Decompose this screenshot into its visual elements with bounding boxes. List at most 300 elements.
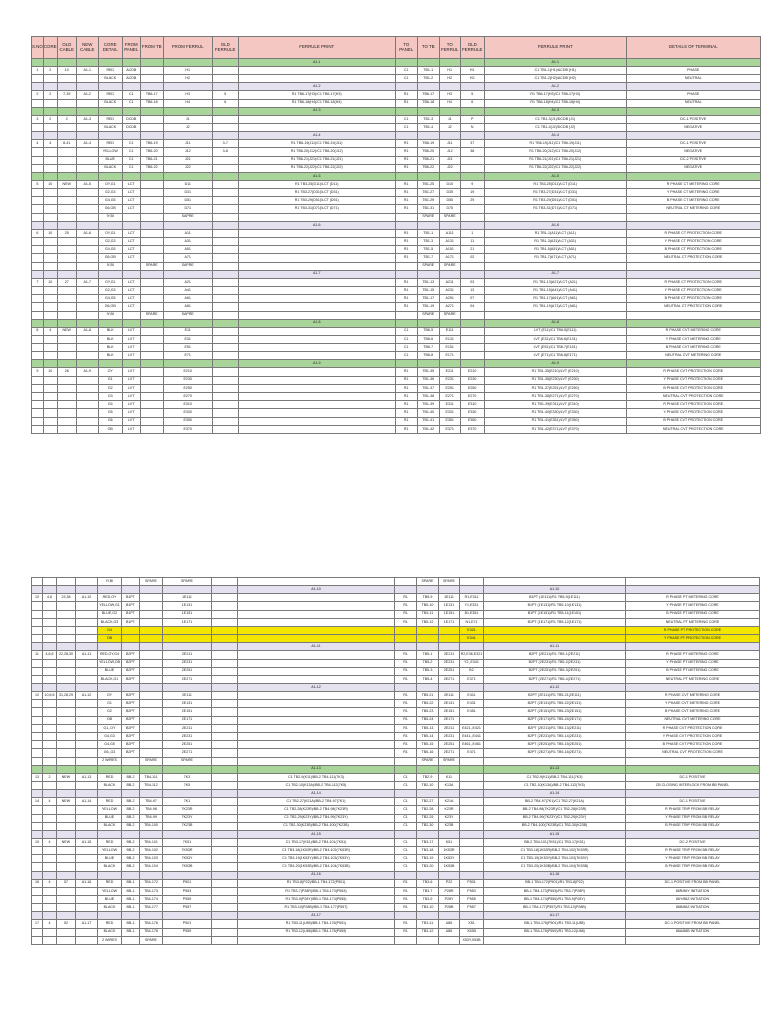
section-band-cell [626, 360, 760, 368]
cell-sno [32, 741, 43, 749]
cell-ferrule-print-to [484, 311, 626, 319]
table-row [32, 75, 761, 83]
section-band-cell [163, 360, 212, 368]
cell-core-detail: RED [98, 838, 122, 846]
cell-to-tb: TB5-3 [417, 667, 439, 675]
cell-old-cable [57, 384, 76, 392]
cell-old-ferrule-to: R1,E311 [460, 594, 484, 602]
section-band-cell [76, 107, 98, 115]
section-band-cell [439, 586, 460, 594]
cell-ferrule-print [238, 626, 395, 634]
table-row [32, 303, 761, 311]
cell-sno [32, 635, 43, 643]
cell-core-detail: OY,G1 [98, 180, 122, 188]
cell-from-panel [122, 213, 140, 221]
table-row [32, 594, 760, 602]
cell-to-panel: C1 [395, 781, 417, 789]
cell-from-tb [140, 741, 163, 749]
cell-from-panel: B1PT [122, 610, 140, 618]
cell-from-panel: BB-2 [122, 773, 140, 781]
cell-ferrule-print-to: R1 TB1-36(E230)/LVT (E230) [484, 376, 626, 384]
cell-to-tb: TB6-7 [417, 344, 439, 352]
cell-ferrule-print [238, 311, 395, 319]
cell-to-ferrul: E111 [439, 327, 460, 335]
cell-from-panel: LCT [122, 197, 140, 205]
cell-old-ferrule-to: 6 [460, 99, 484, 107]
cell-from-ferrul: P559 [163, 928, 212, 936]
cell-core-detail: BLUE,G2 [98, 610, 122, 618]
cell-old-ferrule [212, 278, 238, 286]
cell-core [43, 123, 57, 131]
cell-to-panel: C1 [395, 822, 417, 830]
cell-from-ferrul: D71 [163, 205, 212, 213]
section-band-row [32, 59, 761, 67]
cell-details-of-terminal [626, 757, 760, 765]
cell-ferrule-print-to: R1 TB1-19(A71)/LCT (A81) [484, 303, 626, 311]
cell-from-ferrul: J2 [163, 123, 212, 131]
cell-to-panel: R1 [395, 417, 417, 425]
section-band-cell [395, 132, 417, 140]
cell-details-of-terminal [626, 262, 760, 270]
cell-old-ferrule-to: E270 [460, 393, 484, 401]
section-label: A1-2 [238, 83, 395, 91]
cell-old-ferrule-to [460, 822, 484, 830]
cell-from-panel: DCDB [122, 123, 140, 131]
section-band-row [32, 132, 761, 140]
cell-to-ferrul: 2E231 [439, 659, 460, 667]
cell-from-panel: LVT [122, 327, 140, 335]
cell-details-of-terminal [626, 311, 760, 319]
cell-from-panel: C1 [122, 156, 140, 164]
cell-new-cable [76, 708, 98, 716]
cell-ferrule-print: R1 TB6-22(J22)/C1 TB6-22(J22) [238, 164, 395, 172]
cell-from-panel: C1 [122, 91, 140, 99]
cell-old-ferrule [212, 879, 238, 887]
cell-old-ferrule [212, 417, 238, 425]
cell-core-detail: BLACK,G3 [98, 618, 122, 626]
cell-old-ferrule-to [460, 814, 484, 822]
cell-to-tb: TB5-11 [417, 610, 439, 618]
section-band-cell [163, 765, 212, 773]
cell-details-of-terminal: Y PHASE CT METERING CORE [626, 189, 760, 197]
cell-to-tb: TB5-13 [417, 724, 439, 732]
cell-core: 4,6 [43, 594, 57, 602]
cell-new-cable [76, 626, 98, 634]
section-band-cell [395, 59, 417, 67]
cell-from-ferrul: 2E211 [163, 651, 212, 659]
cell-sno [32, 262, 44, 270]
section-band-cell [395, 221, 417, 229]
cell-old-ferrule-to: E461,,E461 [460, 741, 484, 749]
section-band-cell [395, 643, 417, 651]
section-band-cell [98, 221, 122, 229]
section-band-cell [163, 59, 212, 67]
cell-old-cable [57, 409, 76, 417]
cell-ferrule-print [238, 618, 395, 626]
cell-ferrule-print-to: BB-2 TB4-101(7K51)/C1 TB3-17(K51) [484, 838, 626, 846]
section-band-cell [460, 830, 484, 838]
cell-to-tb: TB3-6 [417, 879, 439, 887]
section-band-cell [122, 221, 140, 229]
cell-core [43, 352, 57, 360]
cell-from-panel: LVT [122, 344, 140, 352]
cell-old-ferrule [212, 335, 238, 343]
section-band-cell [43, 221, 57, 229]
cell-ferrule-print [238, 303, 395, 311]
section-band-cell [140, 132, 163, 140]
cell-ferrule-print: R1 TB3-10(P28B)/BB-1 TB4-177(P557) [238, 904, 395, 912]
cell-ferrule-print-to: B2PT (2E231)/R1 TB5-2(2E231) [484, 659, 626, 667]
cell-core [43, 781, 57, 789]
cell-sno [32, 667, 43, 675]
section-label: A1-7 [484, 270, 626, 278]
cell-old-cable [57, 75, 76, 83]
cell-from-ferrul: E250 [163, 384, 212, 392]
section-band-cell [57, 270, 76, 278]
cell-sno [32, 896, 43, 904]
cell-core [43, 814, 57, 822]
section-label: A1-15 [238, 830, 395, 838]
cell-details-of-terminal: B PHASE TRIP FROM BB RELAY [626, 822, 760, 830]
cell-ferrule-print: C1 TB3-19(1K53Y)/BB-2 TB4-103(7K53Y) [238, 855, 395, 863]
cell-core [43, 708, 57, 716]
cell-to-ferrul: 1E131 [439, 602, 460, 610]
cell-new-cable [76, 733, 98, 741]
section-band-cell [140, 270, 163, 278]
section-band-cell [163, 912, 212, 920]
cell-ferrule-print [238, 278, 395, 286]
section-band-cell [212, 684, 238, 692]
cell-from-ferrul: A41 [163, 286, 212, 294]
cell-old-cable: NEW [57, 327, 76, 335]
table-row [32, 262, 761, 270]
cell-to-tb: TB1-39 [417, 401, 439, 409]
cell-details-of-terminal [626, 213, 760, 221]
cell-new-cable [76, 806, 98, 814]
cell-to-ferrul: E211 [439, 368, 460, 376]
cell-ferrule-print [238, 741, 395, 749]
section-band-cell [122, 270, 140, 278]
cell-to-tb: TB6-8 [417, 352, 439, 360]
cell-ferrule-print-to: B1PT (1E171)/R1 TB5-12(1E171) [484, 618, 626, 626]
cell-to-panel: R1 [395, 708, 417, 716]
cell-from-panel: LCT [122, 246, 140, 254]
cell-details-of-terminal: DC-1 POSITIVE [626, 773, 760, 781]
table-row [32, 352, 761, 360]
cell-to-panel: R1 [395, 700, 417, 708]
section-band-cell [57, 83, 76, 91]
cell-details-of-terminal: B PHASE TRIP FROM BB RELAY [626, 863, 760, 871]
cell-old-ferrule: 5 [212, 91, 238, 99]
cell-old-cable [57, 781, 76, 789]
section-band-cell [212, 319, 238, 327]
section-band-cell [122, 586, 140, 594]
cell-from-tb [140, 425, 163, 433]
cell-old-ferrule [212, 863, 238, 871]
section-band-cell [32, 172, 44, 180]
cell-details-of-terminal: Y PHASE PT PROTECTION CORE [626, 635, 760, 643]
table-row [32, 936, 760, 944]
cell-to-ferrul: E351 [439, 417, 460, 425]
cell-old-ferrule-to [460, 757, 484, 765]
cell-ferrule-print-to: B1PT (1E111)/R1 TB5-9(1E111) [484, 594, 626, 602]
cell-core: 4 [43, 920, 57, 928]
section-band-cell [43, 83, 57, 91]
cell-to-tb: TB3-17 [417, 838, 439, 846]
section-band-cell [32, 83, 44, 91]
cell-details-of-terminal: NEUTRAL CT PROTECTION CORE [626, 303, 760, 311]
cell-old-ferrule-to: P501 [460, 879, 484, 887]
cell-ferrule-print [238, 262, 395, 270]
cell-from-panel: B1PT [122, 618, 140, 626]
section-band-row [32, 765, 760, 773]
cell-to-ferrul: A131 [439, 238, 460, 246]
cell-ferrule-print-to: C1 TB3-19(1K53Y)/BB-2 TB4-103(7K53Y) [484, 855, 626, 863]
cell-details-of-terminal: Y PHASE CT PROTECTION CORE [626, 286, 760, 294]
cell-old-ferrule [212, 197, 238, 205]
section-band-cell [122, 912, 140, 920]
cell-to-ferrul: 2E211 [439, 724, 460, 732]
section-band-cell [439, 360, 460, 368]
cell-sno [32, 887, 43, 895]
cell-from-tb [140, 75, 163, 83]
section-band-cell [626, 684, 760, 692]
cell-new-cable [76, 286, 98, 294]
cell-core-detail: IY,BI [98, 262, 122, 270]
cell-from-ferrul: 1E111 [163, 594, 212, 602]
cell-new-cable [76, 602, 98, 610]
cell-old-cable: 31,28,29 [57, 692, 76, 700]
cell-from-ferrul: A21 [163, 278, 212, 286]
cell-old-ferrule-to: 13 [460, 286, 484, 294]
table-row [32, 749, 760, 757]
cell-from-panel [122, 635, 140, 643]
cell-ferrule-print: C1 TB3-18(1K53R)/BB-2 TB4-102(7K53R) [238, 847, 395, 855]
section-label: A1-16 [484, 871, 626, 879]
cell-core [43, 246, 57, 254]
section-band-cell [417, 270, 439, 278]
cell-old-ferrule [212, 651, 238, 659]
cell-to-panel: R1 [395, 164, 417, 172]
cell-from-panel: B2PT [122, 749, 140, 757]
cell-details-of-terminal: Y PHASE TRIP FROM BB RELAY [626, 855, 760, 863]
cell-old-ferrule-to [460, 578, 484, 586]
cell-core [43, 384, 57, 392]
cell-old-ferrule-to: N [460, 123, 484, 131]
cell-ferrule-print-to: R1 TB1-5(A51)/LCT (A51) [484, 246, 626, 254]
table-row [32, 254, 761, 262]
cell-to-ferrul: D55 [439, 197, 460, 205]
cell-from-ferrul: J21 [163, 156, 212, 164]
section-band-cell [395, 790, 417, 798]
cell-sno: 8 [32, 327, 44, 335]
cell-old-ferrule [212, 123, 238, 131]
cell-core-detail: G2 [98, 384, 122, 392]
cell-details-of-terminal: R PHASE PT METERING CORE [626, 594, 760, 602]
cell-ferrule-print-to: R1 TB1-13(A21)/LCT (A21) [484, 278, 626, 286]
cell-new-cable [76, 887, 98, 895]
cell-to-ferrul [439, 626, 460, 634]
cell-old-cable: 57 [57, 879, 76, 887]
section-band-cell [98, 107, 122, 115]
cell-from-tb [140, 635, 163, 643]
cell-old-ferrule [212, 229, 238, 237]
section-band-cell [460, 360, 484, 368]
cell-to-ferrul: 1E111 [439, 594, 460, 602]
cell-from-panel: BB-1 [122, 896, 140, 904]
cell-core-detail: OB [98, 716, 122, 724]
section-band-cell [43, 643, 57, 651]
section-band-cell [212, 643, 238, 651]
column-header-details-of-terminal: DETAILS OF TERMINAL [626, 37, 760, 59]
cell-from-ferrul: H3 [163, 91, 212, 99]
cell-old-ferrule-to: E321 [460, 626, 484, 634]
cell-to-tb: TB3-20 [417, 863, 439, 871]
section-band-cell [57, 790, 76, 798]
cell-to-ferrul: 2E251 [439, 741, 460, 749]
section-band-cell [395, 107, 417, 115]
cell-ferrule-print-to: R1 TB6-19(J11)/C1 TB6-19(J11) [484, 140, 626, 148]
section-band-cell [395, 871, 417, 879]
cell-old-ferrule-to: E370 [460, 425, 484, 433]
cell-ferrule-print [238, 384, 395, 392]
cell-core-detail: BLACK [98, 99, 122, 107]
cell-details-of-terminal: NEUTRAL CVT PROTECTION CORE [626, 425, 760, 433]
cell-from-panel: LVT [122, 417, 140, 425]
cell-to-ferrul: A211 [439, 278, 460, 286]
section-label: A1-11 [238, 643, 395, 651]
cell-new-cable: A1-14 [76, 798, 98, 806]
section-band-cell [76, 270, 98, 278]
cell-old-ferrule-to: E341 [460, 635, 484, 643]
section-band-cell [163, 270, 212, 278]
cell-old-cable: 26 [57, 368, 76, 376]
cell-old-cable [57, 847, 76, 855]
cell-ferrule-print: R1 TB3-25(D11)/LCT (D11) [238, 180, 395, 188]
cell-from-panel: LVT [122, 368, 140, 376]
cell-to-ferrul: 1K53Y [439, 855, 460, 863]
section-label: A1-10 [238, 586, 395, 594]
column-header-to-tb: TO TB [417, 37, 439, 59]
cell-to-ferrul: E131 [439, 335, 460, 343]
cell-ferrule-print-to: R1 TB1-42(E371)/LVT (E370) [484, 425, 626, 433]
section-band-cell [140, 319, 163, 327]
cell-old-ferrule-to: E230 [460, 376, 484, 384]
cell-to-panel: R1 [395, 618, 417, 626]
cell-from-panel: LCT [122, 286, 140, 294]
cell-to-tb: TB1-13 [417, 278, 439, 286]
cell-details-of-terminal: B PHASE CVT PROTECTION CORE [626, 417, 760, 425]
cell-to-tb: TB1-40 [417, 409, 439, 417]
cell-ferrule-print [238, 327, 395, 335]
cell-ferrule-print-to: R1 TB1-37(E251)/LVT (E250) [484, 384, 626, 392]
section-band-cell [626, 319, 760, 327]
cell-old-ferrule-to: 38 [460, 148, 484, 156]
cell-sno [32, 708, 43, 716]
section-band-cell [122, 765, 140, 773]
cell-old-cable [57, 887, 76, 895]
section-band-cell [76, 871, 98, 879]
cell-details-of-terminal: NEUTRAL CVT METERING CORE [626, 716, 760, 724]
cell-old-ferrule-to: P [460, 115, 484, 123]
section-label: A1-13 [484, 765, 626, 773]
cell-to-ferrul: E251 [439, 384, 460, 392]
cell-core-detail: RED [98, 140, 122, 148]
cell-old-ferrule-to: E371 [460, 675, 484, 683]
table-row [32, 180, 761, 188]
cell-old-ferrule: 6 [212, 99, 238, 107]
cell-from-ferrul: 7K53R [163, 847, 212, 855]
cell-to-panel [395, 311, 417, 319]
cell-to-tb: TB1-25 [417, 180, 439, 188]
cell-to-ferrul: 2E111 [439, 692, 460, 700]
cell-core-detail: G4,G5 [98, 197, 122, 205]
cell-ferrule-print-to: R1 TB6-20(J12)/C1 TB6-20(J12) [484, 148, 626, 156]
cell-from-ferrul [163, 626, 212, 634]
cell-core [43, 847, 57, 855]
cell-old-ferrule-to: 19 [460, 189, 484, 197]
cell-old-ferrule-to [460, 164, 484, 172]
cell-to-panel: C1 [395, 115, 417, 123]
section-band-cell [395, 765, 417, 773]
cell-core: 4 [43, 140, 57, 148]
cell-to-panel: R1 [395, 749, 417, 757]
cell-details-of-terminal: NEGATIVE [626, 148, 760, 156]
cell-sno [32, 401, 44, 409]
cell-core-detail: BLK [98, 327, 122, 335]
cell-old-ferrule-to [460, 327, 484, 335]
cell-sno: 7 [32, 278, 44, 286]
cell-old-ferrule [212, 246, 238, 254]
section-band-cell [57, 643, 76, 651]
cell-details-of-terminal: B PHASE CVT PROTECTION CORE [626, 384, 760, 392]
cell-from-panel: BB-2 [122, 822, 140, 830]
cell-core [43, 156, 57, 164]
cell-from-tb [140, 692, 163, 700]
cell-core [43, 393, 57, 401]
cell-old-ferrule-to: 9 [460, 180, 484, 188]
section-band-cell [76, 912, 98, 920]
cell-old-ferrule [212, 295, 238, 303]
cell-to-panel: C1 [395, 123, 417, 131]
cell-to-ferrul: 2E151 [439, 708, 460, 716]
cell-old-ferrule-to: 04 [460, 303, 484, 311]
cell-old-cable: 52 [57, 920, 76, 928]
cell-old-cable [57, 401, 76, 409]
cell-details-of-terminal: DC-1 POSITIVE [626, 115, 760, 123]
cell-from-tb [140, 246, 163, 254]
cell-old-ferrule [212, 602, 238, 610]
cell-from-ferrul: 7K53B [163, 863, 212, 871]
section-band-cell [122, 360, 140, 368]
cell-ferrule-print [238, 344, 395, 352]
cell-to-panel: R1 [395, 238, 417, 246]
section-band-cell [460, 319, 484, 327]
cell-core: 2 [43, 773, 57, 781]
section-band-cell [122, 684, 140, 692]
cell-old-cable [57, 262, 76, 270]
section-band-row [32, 83, 761, 91]
cell-old-ferrule-to: E310 [460, 401, 484, 409]
cell-from-tb: TB6-20 [140, 148, 163, 156]
cell-new-cable [76, 189, 98, 197]
cell-old-ferrule-to [460, 344, 484, 352]
section-band-cell [57, 765, 76, 773]
table-row [32, 164, 761, 172]
cell-old-ferrule-to [460, 773, 484, 781]
cell-ferrule-print [238, 115, 395, 123]
cell-old-ferrule [212, 344, 238, 352]
